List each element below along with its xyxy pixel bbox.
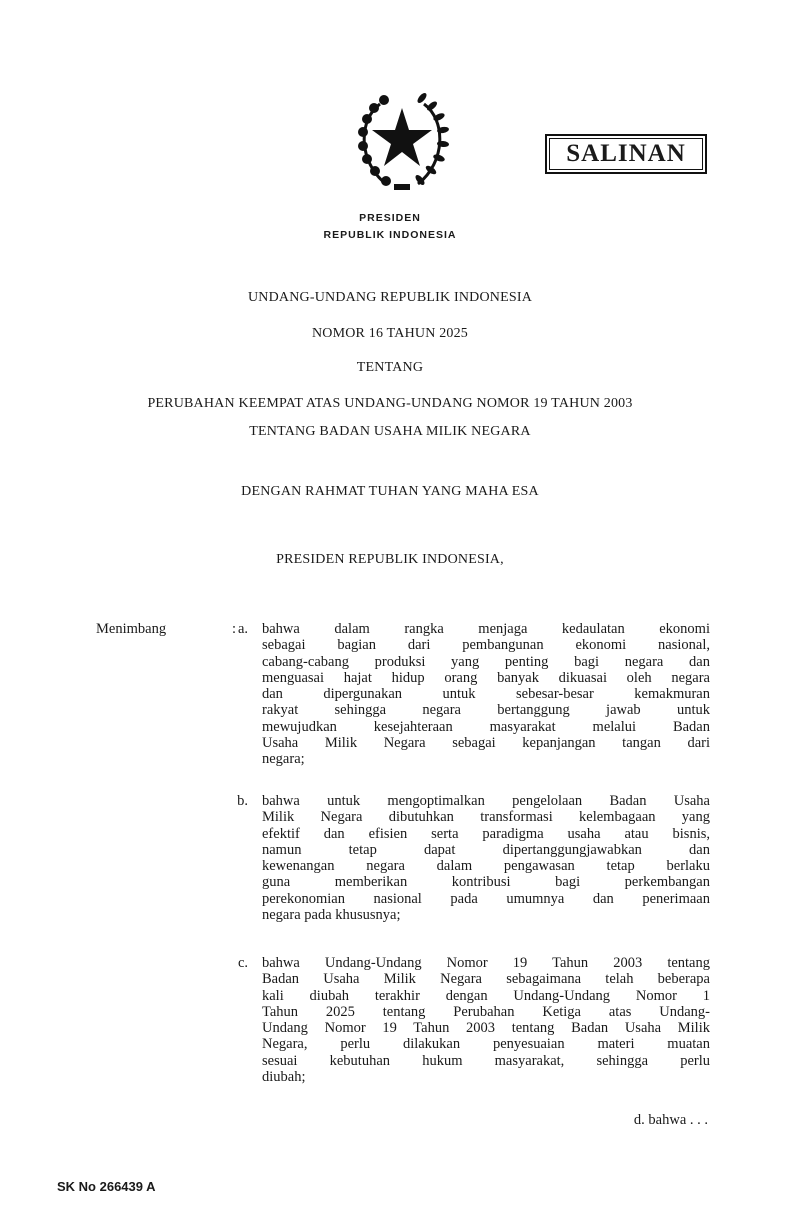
law-title-line2: TENTANG BADAN USAHA MILIK NEGARA: [249, 424, 531, 439]
salinan-stamp: SALINAN: [545, 134, 707, 174]
paragraph-line: Negara, perlu dilakukan penyesuaian materi muatan: [262, 1036, 710, 1053]
paragraph-line: perekonomian nasional pada umumnya dan penerimaan: [262, 890, 710, 907]
emblem-caption-president: PRESIDEN: [359, 212, 421, 224]
law-number: NOMOR 16 TAHUN 2025: [311, 326, 469, 341]
consideration-b: [262, 793, 710, 923]
item-letter-c: c.: [237, 955, 248, 971]
considering-colon: :: [232, 621, 237, 637]
paragraph-line: Undang Nomor 19 Tahun 2003 tentang Badan Usaha Milik: [262, 1020, 710, 1037]
next-page-catchword: d. bahwa . . .: [633, 1112, 708, 1128]
paragraph-line: mewujudkan kesejahteraan masyarakat melalui Badan: [262, 718, 710, 735]
considering-label: Menimbang: [96, 621, 167, 637]
paragraph-line: efektif dan efisien serta paradigma usaha atau bisnis,: [262, 825, 710, 842]
garuda-star-emblem: [350, 86, 454, 196]
paragraph-line: sebagai bagian dari pembangunan ekonomi nasional,: [262, 637, 710, 654]
item-letter-a: a.: [237, 621, 248, 637]
paragraph-line: Tahun 2025 tentang Perubahan Ketiga atas Undang-: [262, 1003, 710, 1020]
paragraph-line: Badan Usaha Milik Negara sebagaimana telah beberapa: [262, 971, 710, 988]
paragraph-line: bahwa untuk mengoptimalkan pengelolaan Badan Usaha: [262, 793, 710, 809]
paragraph-line: negara pada khususnya;: [262, 907, 401, 924]
paragraph-line: diubah;: [262, 1069, 306, 1086]
blessing-line: DENGAN RAHMAT TUHAN YANG MAHA ESA: [241, 484, 539, 499]
paragraph-line: bahwa dalam rangka menjaga kedaulatan ekonomi: [262, 621, 710, 637]
paragraph-line: sesuai kebutuhan hukum masyarakat, sehingga perlu: [262, 1052, 710, 1069]
paragraph-line: rakyat sehingga negara bertanggung jawab untuk: [262, 702, 710, 719]
paragraph-line: guna memberikan kontribusi bagi perkembangan: [262, 874, 710, 891]
paragraph-line: Milik Negara dibutuhkan transformasi kelembagaan yang: [262, 809, 710, 826]
paragraph-line: kewenangan negara dalam pengawasan tetap berlaku: [262, 858, 710, 875]
emblem-caption-republic: REPUBLIK INDONESIA: [323, 229, 457, 241]
paragraph-line: cabang-cabang produksi yang penting bagi negara dan: [262, 653, 710, 670]
president-line: PRESIDEN REPUBLIK INDONESIA,: [276, 552, 504, 567]
law-title-line1: PERUBAHAN KEEMPAT ATAS UNDANG-UNDANG NOMOR 19 TAHUN 2003: [147, 396, 633, 411]
consideration-c: [262, 955, 710, 1085]
paragraph-line: negara;: [262, 751, 305, 768]
about-label: TENTANG: [356, 360, 424, 375]
paragraph-line: kali diubah terakhir dengan Undang-Undang Nomor 1: [262, 987, 710, 1004]
paragraph-line: bahwa Undang-Undang Nomor 19 Tahun 2003 tentang: [262, 955, 710, 971]
paragraph-line: menguasai hajat hidup orang banyak dikuasai oleh negara: [262, 669, 710, 686]
item-letter-b: b.: [237, 793, 248, 809]
paragraph-line: dan dipergunakan untuk sebesar-besar kemakmuran: [262, 686, 710, 703]
paragraph-line: namun tetap dapat dipertanggungjawabkan dan: [262, 841, 710, 858]
law-heading: UNDANG-UNDANG REPUBLIK INDONESIA: [247, 290, 533, 305]
consideration-a: [262, 621, 710, 768]
paragraph-line: Usaha Milik Negara sebagai kepanjangan tangan dari: [262, 735, 710, 752]
document-serial-number: SK No 266439 A: [57, 1179, 156, 1194]
